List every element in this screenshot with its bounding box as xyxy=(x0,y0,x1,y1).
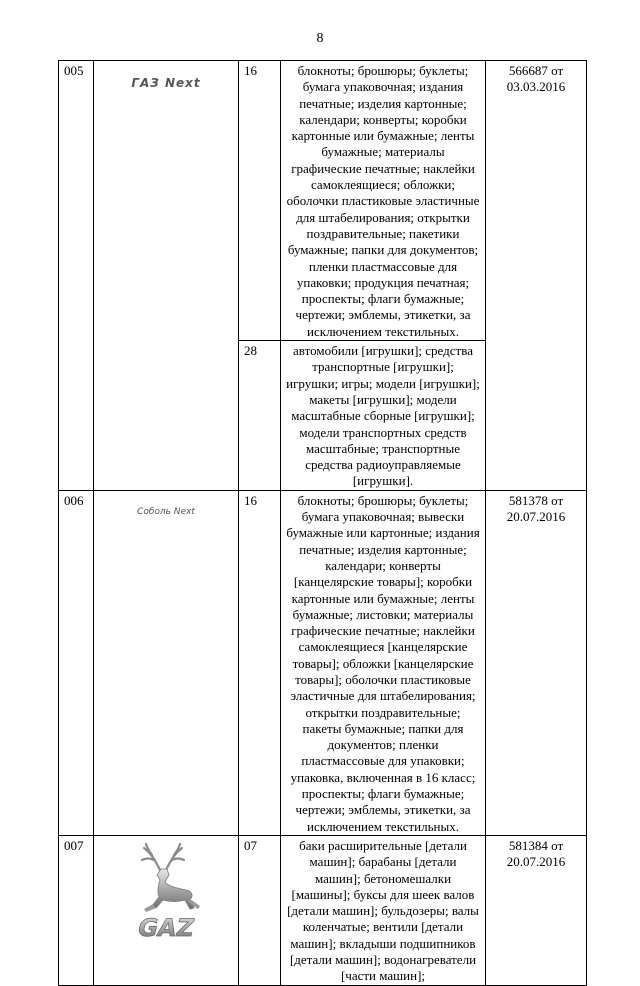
goods-list: блокноты; брошюры; буклеты; бумага упаковочная; издания печатные; изделия картонные; календари; конверты; коробки картонные или бумажные; ленты бумажные; материалы графические печатные; наклейки самоклеящиеся; обложки; оболочки пластиковые эластичные для штабелирования; открытки поздравительные; пакетики бумажные; папки для документов; пленки пластмассовые для упаковки; продукция печатная; проспекты; флаги бумажные; чертежи; эмблемы, этикетки, за исключением текстильных. xyxy=(281,61,486,341)
goods-list: автомобили [игрушки]; средства транспортные [игрушки]; игрушки; игры; модели [игрушки]; макеты [игрушки]; модели масштабные сборные [игрушки]; модели транспортных средств масштабные; транспортные средства радиоуправляемые [игрушки]. xyxy=(281,341,486,491)
table-row xyxy=(59,835,587,985)
class-number: 28 xyxy=(239,341,281,491)
registration-number: 581378 от 20.07.2016 xyxy=(486,490,587,835)
trademark-image xyxy=(94,61,239,491)
goods-list: баки расширительные [детали машин]; барабаны [детали машин]; бетономешалки [машины]; буксы для шеек валов [детали машин]; бульдозеры; валы коленчатые; вентили [детали машин]; вкладыши подшипников [детали машин]; водонагреватели [части машин]; xyxy=(281,835,486,985)
page-number: 8 xyxy=(316,31,324,46)
row-id: 005 xyxy=(59,61,94,491)
row-id: 007 xyxy=(59,835,94,985)
table-row xyxy=(59,490,587,835)
trademark-table xyxy=(58,60,587,986)
class-number: 16 xyxy=(239,490,281,835)
table-row xyxy=(59,61,587,341)
gaz-wordmark: GAZ xyxy=(135,913,197,942)
goods-list: блокноты; брошюры; буклеты; бумага упаковочная; вывески бумажные или картонные; издания печатные; изделия картонные; календари; конверты [канцелярские товары]; коробки картонные или бумажные; ленты бумажные; листовки; материалы графические печатные; наклейки самоклеящиеся [канцелярские товары]; обложки [канцелярские товары]; оболочки пластиковые эластичные для штабелирования; открытки поздравительные; пакеты бумажные; папки для документов; пленки пластмассовые для упаковки; упаковка, включенная в 16 класс; проспекты; флаги бумажные; чертежи; эмблемы, этикетки, за исключением текстильных. xyxy=(281,490,486,835)
class-number: 07 xyxy=(239,835,281,985)
sobol-next-logo-text: Соболь Next xyxy=(137,506,195,517)
registration-number: 566687 от 03.03.2016 xyxy=(486,61,587,491)
gaz-next-logo-text: ГАЗ Next xyxy=(131,76,201,90)
trademark-image xyxy=(94,490,239,835)
row-id: 006 xyxy=(59,490,94,835)
class-number: 16 xyxy=(239,61,281,341)
registration-number: 581384 от 20.07.2016 xyxy=(486,835,587,985)
gaz-next-logo xyxy=(116,73,216,93)
gaz-deer-logo xyxy=(116,842,216,946)
sobol-next-logo xyxy=(116,503,216,519)
trademark-image xyxy=(94,835,239,985)
